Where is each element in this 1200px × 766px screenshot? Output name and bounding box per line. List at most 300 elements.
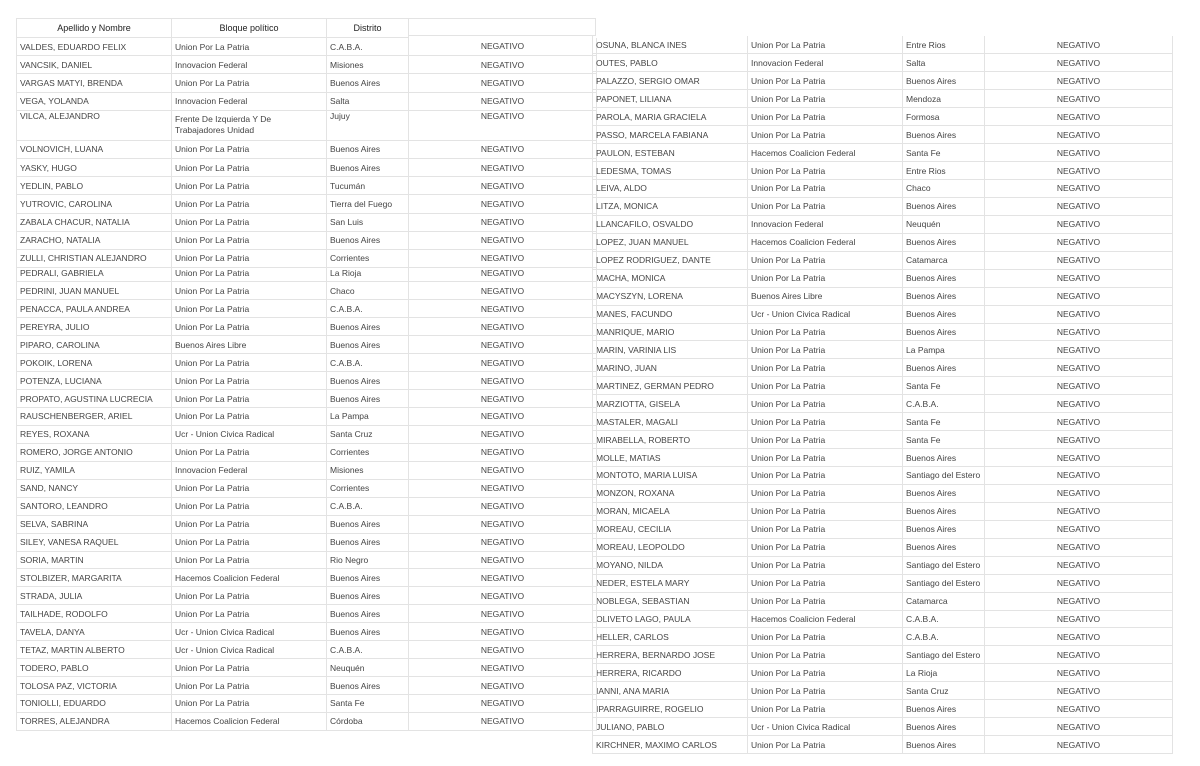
cell-name: SORIA, MARTIN [17,551,172,569]
cell-name: LEDESMA, TOMAS [593,162,748,180]
header-district: Distrito [327,19,409,38]
cell-district: Buenos Aires [903,502,985,520]
table-row [593,162,1173,180]
table-row [17,461,597,479]
cell-name: OSUNA, BLANCA INES [593,36,748,54]
cell-district: Catamarca [903,592,985,610]
cell-bloc: Union Por La Patria [172,677,327,695]
cell-bloc: Union Por La Patria [172,390,327,408]
cell-vote: NEGATIVO [985,36,1173,54]
cell-vote: NEGATIVO [985,126,1173,144]
cell-district: Misiones [327,56,409,74]
table-row [593,628,1173,646]
cell-vote: NEGATIVO [985,287,1173,305]
table-row [17,533,597,551]
cell-name: MOREAU, LEOPOLDO [593,538,748,556]
cell-vote: NEGATIVO [409,712,597,730]
cell-bloc: Union Por La Patria [172,533,327,551]
cell-district: Buenos Aires [903,197,985,215]
cell-district: Buenos Aires [327,533,409,551]
cell-district: Buenos Aires [903,359,985,377]
cell-district: Corrientes [327,249,409,267]
cell-district: Buenos Aires [903,538,985,556]
cell-bloc: Union Por La Patria [748,484,903,502]
cell-vote: NEGATIVO [985,664,1173,682]
cell-name: PEDRINI, JUAN MANUEL [17,282,172,300]
cell-name: MANRIQUE, MARIO [593,323,748,341]
cell-name: RUIZ, YAMILA [17,461,172,479]
table-row [17,372,597,390]
cell-district: Buenos Aires [327,140,409,158]
cell-name: MACYSZYN, LORENA [593,287,748,305]
cell-district: C.A.B.A. [327,497,409,515]
cell-bloc: Union Por La Patria [748,162,903,180]
cell-district: Buenos Aires [327,677,409,695]
cell-vote: NEGATIVO [409,318,597,336]
cell-vote: NEGATIVO [409,443,597,461]
cell-district: Entre Rios [903,162,985,180]
cell-name: VILCA, ALEJANDRO [17,110,172,140]
table-row [593,484,1173,502]
cell-name: TONIOLLI, EDUARDO [17,695,172,713]
table-row [593,323,1173,341]
table-row [17,712,597,730]
cell-vote: NEGATIVO [985,323,1173,341]
cell-bloc: Union Por La Patria [748,323,903,341]
cell-name: YASKY, HUGO [17,158,172,176]
cell-bloc: Ucr - Union Civica Radical [748,718,903,736]
cell-vote: NEGATIVO [985,72,1173,90]
cell-name: KIRCHNER, MAXIMO CARLOS [593,736,748,754]
cell-name: TAVELA, DANYA [17,623,172,641]
cell-vote: NEGATIVO [985,467,1173,485]
table-row [593,180,1173,198]
table-row [593,269,1173,287]
cell-vote: NEGATIVO [409,264,597,282]
table-row [593,700,1173,718]
cell-name: PIPARO, CAROLINA [17,336,172,354]
table-row [17,623,597,641]
cell-vote: NEGATIVO [409,177,597,195]
cell-name: MIRABELLA, ROBERTO [593,431,748,449]
cell-bloc: Union Por La Patria [172,213,327,231]
table-row [593,538,1173,556]
cell-vote: NEGATIVO [985,413,1173,431]
table-row [593,592,1173,610]
cell-name: MARINO, JUAN [593,359,748,377]
cell-bloc: Union Por La Patria [172,354,327,372]
table-row [17,659,597,677]
cell-vote: NEGATIVO [985,449,1173,467]
cell-district: La Pampa [903,341,985,359]
cell-bloc: Union Por La Patria [172,158,327,176]
cell-vote: NEGATIVO [409,425,597,443]
table-row [17,425,597,443]
cell-name: HELLER, CARLOS [593,628,748,646]
cell-vote: NEGATIVO [409,38,597,56]
cell-name: TAILHADE, RODOLFO [17,605,172,623]
cell-name: MANES, FACUNDO [593,305,748,323]
cell-district: Chaco [903,180,985,198]
cell-bloc: Union Por La Patria [748,700,903,718]
cell-vote: NEGATIVO [985,54,1173,72]
cell-name: VOLNOVICH, LUANA [17,140,172,158]
cell-district: Santiago del Estero [903,574,985,592]
table-row [593,718,1173,736]
cell-vote: NEGATIVO [409,659,597,677]
cell-vote: NEGATIVO [985,610,1173,628]
cell-vote: NEGATIVO [985,233,1173,251]
cell-name: MASTALER, MAGALI [593,413,748,431]
cell-name: MOYANO, NILDA [593,556,748,574]
cell-bloc: Union Por La Patria [172,318,327,336]
cell-name: MARTINEZ, GERMAN PEDRO [593,377,748,395]
cell-district: Tucumán [327,177,409,195]
cell-vote: NEGATIVO [985,736,1173,754]
cell-district: C.A.B.A. [327,354,409,372]
cell-district: Misiones [327,461,409,479]
cell-district: Santa Cruz [327,425,409,443]
cell-bloc: Union Por La Patria [172,497,327,515]
cell-vote: NEGATIVO [409,695,597,713]
header-name: Apellido y Nombre [17,19,172,38]
cell-name: RAUSCHENBERGER, ARIEL [17,408,172,426]
cell-name: PASSO, MARCELA FABIANA [593,126,748,144]
cell-bloc: Union Por La Patria [748,502,903,520]
table-row [593,305,1173,323]
table-row [593,682,1173,700]
cell-vote: NEGATIVO [409,282,597,300]
table-row [17,641,597,659]
cell-vote: NEGATIVO [985,269,1173,287]
cell-bloc: Innovacion Federal [172,56,327,74]
cell-district: C.A.B.A. [903,628,985,646]
header-bloc: Bloque político [172,19,327,38]
cell-bloc: Union Por La Patria [748,574,903,592]
cell-district: Buenos Aires [903,72,985,90]
cell-district: Catamarca [903,251,985,269]
cell-district: Buenos Aires [903,126,985,144]
table-row [593,251,1173,269]
cell-district: Buenos Aires [327,158,409,176]
cell-name: YEDLIN, PABLO [17,177,172,195]
cell-name: LITZA, MONICA [593,197,748,215]
cell-vote: NEGATIVO [409,641,597,659]
table-row [17,282,597,300]
cell-vote: NEGATIVO [985,305,1173,323]
cell-vote: NEGATIVO [409,551,597,569]
table-row [17,695,597,713]
cell-district: La Rioja [903,664,985,682]
votes-table-right [592,36,1173,754]
cell-vote: NEGATIVO [985,395,1173,413]
table-row [17,213,597,231]
cell-district: C.A.B.A. [327,300,409,318]
cell-district: La Pampa [327,408,409,426]
cell-vote: NEGATIVO [409,605,597,623]
table-row [17,497,597,515]
cell-name: PAULON, ESTEBAN [593,144,748,162]
table-row [17,158,597,176]
cell-district: Buenos Aires [327,74,409,92]
cell-name: ZABALA CHACUR, NATALIA [17,213,172,231]
cell-vote: NEGATIVO [985,377,1173,395]
table-row [17,587,597,605]
cell-bloc: Union Por La Patria [748,90,903,108]
cell-district: Buenos Aires [903,323,985,341]
table-row [17,479,597,497]
cell-vote: NEGATIVO [409,110,597,140]
cell-bloc: Union Por La Patria [172,443,327,461]
cell-bloc: Union Por La Patria [748,736,903,754]
cell-district: Salta [327,92,409,110]
cell-bloc: Buenos Aires Libre [748,287,903,305]
cell-vote: NEGATIVO [985,431,1173,449]
table-row [17,390,597,408]
cell-bloc: Union Por La Patria [748,197,903,215]
cell-vote: NEGATIVO [985,520,1173,538]
cell-district: Buenos Aires [327,623,409,641]
cell-district: Corrientes [327,479,409,497]
cell-bloc: Union Por La Patria [172,249,327,267]
cell-name: ZULLI, CHRISTIAN ALEJANDRO [17,249,172,267]
cell-name: ROMERO, JORGE ANTONIO [17,443,172,461]
cell-vote: NEGATIVO [409,372,597,390]
cell-vote: NEGATIVO [409,354,597,372]
cell-name: PAPONET, LILIANA [593,90,748,108]
cell-name: MONZON, ROXANA [593,484,748,502]
cell-bloc: Union Por La Patria [748,72,903,90]
table-row [17,677,597,695]
cell-name: IANNI, ANA MARIA [593,682,748,700]
table-row [593,377,1173,395]
table-row [17,336,597,354]
table-row [593,502,1173,520]
cell-name: OLIVETO LAGO, PAULA [593,610,748,628]
table-row [593,359,1173,377]
cell-name: TORRES, ALEJANDRA [17,712,172,730]
cell-district: Salta [903,54,985,72]
cell-vote: NEGATIVO [985,538,1173,556]
cell-vote: NEGATIVO [985,180,1173,198]
cell-bloc: Union Por La Patria [748,628,903,646]
cell-bloc: Union Por La Patria [748,108,903,126]
cell-vote: NEGATIVO [985,484,1173,502]
table-row [17,264,597,282]
cell-name: JULIANO, PABLO [593,718,748,736]
table-row [17,110,597,140]
cell-name: VARGAS MATYI, BRENDA [17,74,172,92]
table-row [593,341,1173,359]
table-row [593,197,1173,215]
table-row [17,140,597,158]
cell-district: Buenos Aires [327,372,409,390]
cell-vote: NEGATIVO [985,592,1173,610]
cell-district: Buenos Aires [903,700,985,718]
table-row [17,551,597,569]
cell-bloc: Ucr - Union Civica Radical [748,305,903,323]
cell-bloc: Union Por La Patria [172,177,327,195]
cell-name: PROPATO, AGUSTINA LUCRECIA [17,390,172,408]
cell-district: Santa Fe [903,413,985,431]
cell-name: IPARRAGUIRRE, ROGELIO [593,700,748,718]
cell-district: Santa Cruz [903,682,985,700]
cell-vote: NEGATIVO [409,390,597,408]
cell-district: Buenos Aires [327,569,409,587]
cell-name: SANTORO, LEANDRO [17,497,172,515]
table-row [593,395,1173,413]
cell-vote: NEGATIVO [985,162,1173,180]
cell-vote: NEGATIVO [409,231,597,249]
table-row [17,569,597,587]
table-row [593,126,1173,144]
cell-bloc: Union Por La Patria [172,264,327,282]
cell-vote: NEGATIVO [985,215,1173,233]
cell-vote: NEGATIVO [409,569,597,587]
cell-name: SELVA, SABRINA [17,515,172,533]
cell-name: LOPEZ RODRIGUEZ, DANTE [593,251,748,269]
cell-bloc: Buenos Aires Libre [172,336,327,354]
votes-table-left-bottom [16,264,597,731]
cell-bloc: Frente De Izquierda Y De Trabajadores Unidad [172,110,327,140]
table-row [593,431,1173,449]
cell-name: ZARACHO, NATALIA [17,231,172,249]
cell-name: MORAN, MICAELA [593,502,748,520]
table-row [593,646,1173,664]
cell-name: PEDRALI, GABRIELA [17,264,172,282]
table-row [17,605,597,623]
cell-bloc: Ucr - Union Civica Radical [172,425,327,443]
cell-bloc: Union Por La Patria [172,659,327,677]
cell-name: VEGA, YOLANDA [17,92,172,110]
table-row [17,318,597,336]
cell-bloc: Hacemos Coalicion Federal [748,233,903,251]
cell-district: Buenos Aires [327,587,409,605]
table-row [593,574,1173,592]
cell-bloc: Union Por La Patria [748,467,903,485]
cell-name: POTENZA, LUCIANA [17,372,172,390]
cell-bloc: Union Por La Patria [748,556,903,574]
table-row [593,610,1173,628]
cell-vote: NEGATIVO [409,587,597,605]
cell-vote: NEGATIVO [985,502,1173,520]
cell-bloc: Hacemos Coalicion Federal [748,610,903,628]
cell-bloc: Union Por La Patria [748,664,903,682]
cell-district: Corrientes [327,443,409,461]
cell-name: TOLOSA PAZ, VICTORIA [17,677,172,695]
cell-district: Buenos Aires [903,520,985,538]
table-row [593,556,1173,574]
cell-name: LEIVA, ALDO [593,180,748,198]
votes-table-left-top [16,18,597,268]
cell-name: PEREYRA, JULIO [17,318,172,336]
cell-name: MARIN, VARINIA LIS [593,341,748,359]
cell-vote: NEGATIVO [985,144,1173,162]
table-row [17,515,597,533]
cell-name: MONTOTO, MARIA LUISA [593,467,748,485]
table-row [17,354,597,372]
cell-bloc: Hacemos Coalicion Federal [172,712,327,730]
cell-name: VALDES, EDUARDO FELIX [17,38,172,56]
cell-vote: NEGATIVO [409,515,597,533]
cell-vote: NEGATIVO [409,677,597,695]
cell-bloc: Union Por La Patria [748,341,903,359]
cell-name: YUTROVIC, CAROLINA [17,195,172,213]
cell-bloc: Union Por La Patria [748,126,903,144]
table-row [593,108,1173,126]
cell-bloc: Union Por La Patria [748,431,903,449]
cell-district: Buenos Aires [327,605,409,623]
cell-vote: NEGATIVO [409,336,597,354]
cell-vote: NEGATIVO [409,158,597,176]
table-row [593,287,1173,305]
cell-district: Rio Negro [327,551,409,569]
cell-bloc: Union Por La Patria [172,300,327,318]
cell-district: C.A.B.A. [903,395,985,413]
cell-name: MOREAU, CECILIA [593,520,748,538]
table-row [593,54,1173,72]
cell-district: Jujuy [327,110,409,140]
cell-bloc: Union Por La Patria [748,269,903,287]
table-row [593,72,1173,90]
cell-district: La Rioja [327,264,409,282]
cell-district: Buenos Aires [903,269,985,287]
cell-bloc: Innovacion Federal [172,92,327,110]
cell-district: C.A.B.A. [327,641,409,659]
cell-name: LLANCAFILO, OSVALDO [593,215,748,233]
cell-bloc: Union Por La Patria [172,695,327,713]
cell-district: C.A.B.A. [327,38,409,56]
cell-name: POKOIK, LORENA [17,354,172,372]
cell-name: NEDER, ESTELA MARY [593,574,748,592]
cell-vote: NEGATIVO [409,140,597,158]
cell-vote: NEGATIVO [985,628,1173,646]
table-row [17,177,597,195]
cell-vote: NEGATIVO [409,479,597,497]
cell-bloc: Union Por La Patria [172,38,327,56]
cell-district: Buenos Aires [903,449,985,467]
cell-bloc: Union Por La Patria [172,140,327,158]
cell-district: Buenos Aires [903,718,985,736]
cell-bloc: Union Por La Patria [172,515,327,533]
cell-vote: NEGATIVO [409,461,597,479]
cell-district: Neuquén [327,659,409,677]
cell-vote: NEGATIVO [985,197,1173,215]
cell-name: STRADA, JULIA [17,587,172,605]
cell-vote: NEGATIVO [985,90,1173,108]
cell-district: Buenos Aires [903,736,985,754]
cell-name: STOLBIZER, MARGARITA [17,569,172,587]
cell-name: PALAZZO, SERGIO OMAR [593,72,748,90]
cell-name: HERRERA, RICARDO [593,664,748,682]
cell-district: Buenos Aires [327,515,409,533]
cell-bloc: Union Por La Patria [748,520,903,538]
cell-bloc: Union Por La Patria [748,395,903,413]
cell-bloc: Ucr - Union Civica Radical [172,623,327,641]
cell-name: HERRERA, BERNARDO JOSE [593,646,748,664]
cell-bloc: Union Por La Patria [172,231,327,249]
header-vote-empty [408,18,596,36]
cell-vote: NEGATIVO [409,623,597,641]
cell-district: Mendoza [903,90,985,108]
cell-vote: NEGATIVO [985,682,1173,700]
table-row [593,215,1173,233]
table-row [593,449,1173,467]
cell-bloc: Union Por La Patria [748,377,903,395]
cell-district: Buenos Aires [327,231,409,249]
cell-bloc: Innovacion Federal [172,461,327,479]
cell-bloc: Union Por La Patria [172,372,327,390]
